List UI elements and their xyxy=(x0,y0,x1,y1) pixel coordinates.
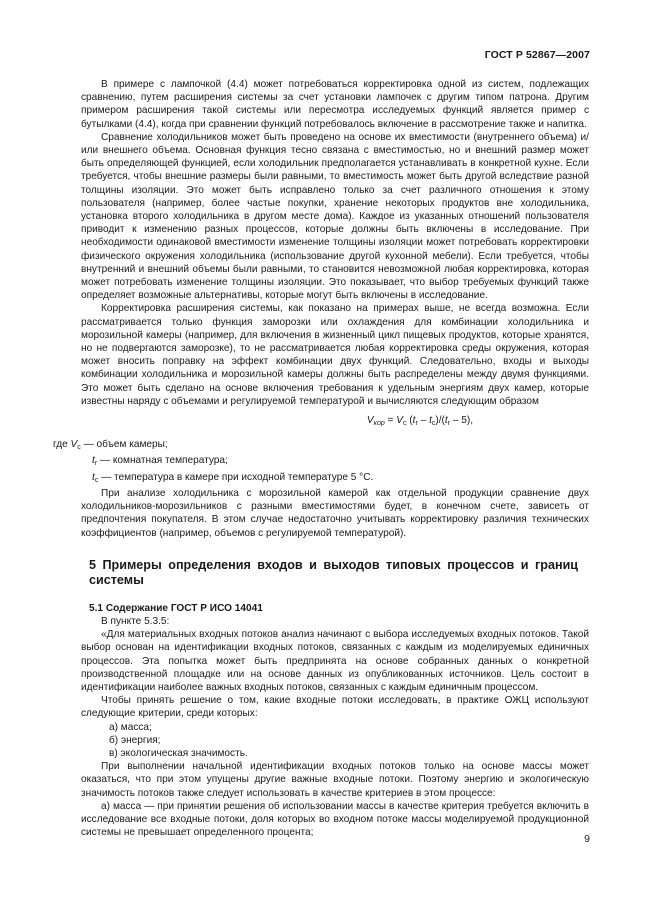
standard-code-header: ГОСТ Р 52867—2007 xyxy=(484,49,590,61)
criteria-list xyxy=(81,721,589,761)
clause-reference: В пункте 5.3.5: xyxy=(101,615,170,627)
list-item: а) масса; xyxy=(109,721,152,733)
paragraph-lamp-example: В примере с лампочкой (4.4) может потребоваться корректировка одной из систем, подлежащих сравнению, путем расширения системы за счет установки лампочек с другим типом патрона. Другим примером расширения такой системы или пересмотра исследуемых функций является пример с бутылками (4.4), когда при сравнении функций потребовалось включение в рассмотрение также и напитка. xyxy=(81,79,589,130)
paragraph-input-flows: «Для материальных входных потоков анализ начинают с выбора исследуемых входных потоков. Такой выбор основан на идентификации входных потоков, связанных с каждым из моделируемых единичных процессов. Эта попытка может быть предпринята на основе собранных данных о конкретной производственной площадке или на основе данных из опубликованных источников. Цель состоит в идентификации наиболее важных входных потоков, связанных с каждым единичным процессом. xyxy=(81,629,589,693)
variable-vc: где $V_c$ — объем камеры; xyxy=(53,439,168,452)
list-item: б) энергия; xyxy=(109,734,161,746)
variable-tc: $t_c$ — температура в камере при исходной температуре 5 °С. xyxy=(92,471,374,484)
variable-definitions xyxy=(53,438,589,487)
variable-tr: $t_r$ — комнатная температура; xyxy=(92,455,228,468)
list-item: в) экологическая значимость. xyxy=(109,747,248,759)
subsection-heading-5-1: 5.1 Содержание ГОСТ Р ИСО 14041 xyxy=(89,602,263,614)
paragraph-buyer-preference: При анализе холодильника с морозильной камерой как отдельной продукции сравнение двух холодильников-морозильников с разными вместимостями будет, в конечном счете, зависеть от предпочтения покупателя. В этом случае недостаточно учитывать корректировку различия технических коэффициентов (например, объемов с регулируемой температурой). xyxy=(81,487,589,539)
paragraph-criteria-intro: Чтобы принять решение о том, какие входные потоки исследовать, в практике ОЖЦ используют следующие критерии, среди которых: xyxy=(81,695,589,720)
paragraph-system-extension: Корректировка расширения системы, как показано на примерах выше, не всегда возможна. Если рассматривается только функция заморозки или охлаждения для комбинации холодильника и морозильной камеры (например, для включения в жизненный цикл пищевых продуктов, которые хранятся, но не подвергаются заморозке), то не рассматривается любая корректировка среды окружения, которая может вносить поправку на эффект комбинации двух функций. Следовательно, входы и выходы комбинации холодильника и морозильной камеры должны быть распределены между двумя функциями. Это может быть сделано на основе включения требования к удельным энергиям двух камер, которые известны наряду с объемами и регулируемой температурой и вычисляются следующим образом xyxy=(81,303,589,407)
page-number: 9 xyxy=(584,833,590,845)
paragraph-mass-identification: При выполнении начальной идентификации входных потоков только на основе массы может оказаться, что при этом упущены другие важные входные потоки. Поэтому энергию и экологическую значимость потоков также следует использовать в качестве критериев в этом процессе: xyxy=(81,761,589,799)
paragraph-mass-criterion: а) масса — при принятии решения об использовании массы в качестве критерия требуется включить в исследование все входные потоки, доля которых во входном потоке массы моделируемой продукционной системы не превышает определенного процента; xyxy=(81,800,589,839)
formula-volume-correction: $V_{кор} = V_c$ $(t_r - t_c)/(t_r - 5)$, xyxy=(366,415,474,428)
document-body xyxy=(53,78,589,839)
paragraph-fridge-comparison: Сравнение холодильников может быть проведено на основе их вместимости (внутреннего объема) и/или внешнего объема. Основная функция тесно связана с вместимостью, но и внешний размер может быть определяющей функцией, если холодильник предполагается устанавливать в конкретной кухне. Если требуется, чтобы внешние размеры были равными, то вместимость может быть другой вследствие разной толщины изоляции. Это может быть исправлено только за счет различного отношения к этому пользователя (например, более частые покупки, хранение некоторых продуктов вне холодильника, установка второго холодильника в другом месте дома). Каждое из указанных отношений пользователя приводит к изменению разных процессов, которые должны быть включены в исследование. При необходимости одинаковой вместимости изменение толщины изоляции может потребовать корректировки физического окружения холодильника (использование другой кухонной мебели). Если требуется, чтобы внутренний и внешний объемы были равными, то становится невозможной любая корректировка, которая может потребовать изменение толщины изоляции. Это показывает, что выбор требуемых функций также определяет возможные альтернативы, которые могут быть включены в исследование. xyxy=(81,131,589,302)
section-heading-5: 5 Примеры определения входов и выходов типовых процессов и границ системы xyxy=(89,557,579,587)
